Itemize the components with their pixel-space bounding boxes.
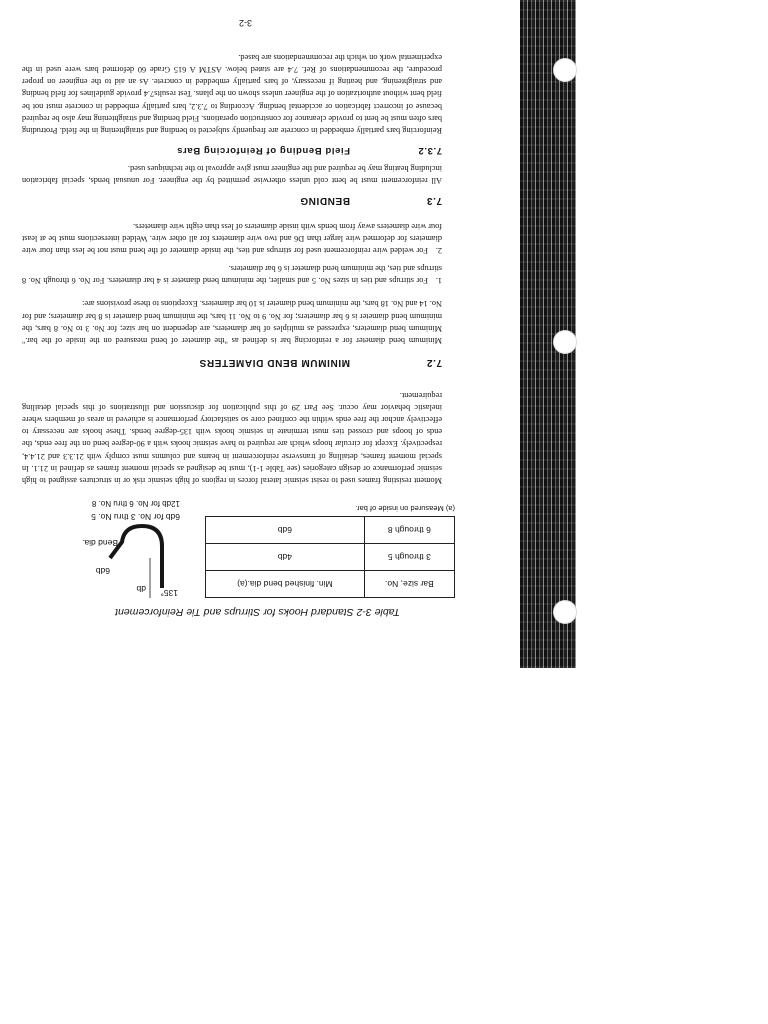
table-caption: Table 3-2 Standard Hooks for Stirrups and Tie Reinforcement [115, 606, 400, 618]
section-number: 7.3.2 [417, 145, 442, 156]
extension-note-1: 6db for No. 3 thru No. 5 [91, 512, 180, 522]
paragraph-bend-diameters: Minimum bend diameter for a reinforcing bar is defined as "the diameter of bend measured on the inside of the bar." Minimum bend diameters, expressed as multiples of bar diameters, are dependent on bar size; for No. 3 to No. 8 bars, the minimum bend diameter is 6 bar diameters; for No. 9 to No. 11 bars, the minimum bend diameter is 8 bar diameters; and for No. 14 and No. 18 bars, the minimum bend diameter is 10 bar diameters. Exceptions to these provisions are: [22, 299, 442, 345]
extension-note-2: 12db for No. 6 thru No. 8 [91, 499, 180, 508]
paragraph-bending: All reinforcement must be bent cold unless otherwise permitted by the engineer. For unusual bends, special fabrication including heating may be required and the engineer must give approval to the techniques used. [22, 163, 442, 185]
section-heading-7-2 [199, 357, 442, 368]
section-title: BENDING [299, 195, 350, 206]
section-number: 7.3 [426, 195, 442, 206]
extension-label: 6db [95, 566, 110, 576]
list-item [22, 262, 442, 286]
table-row [206, 517, 455, 544]
cell-min-dia: 4db [206, 544, 365, 571]
list-item-text: For stirrups and ties in sizes No. 5 and smaller, the minimum bend diameter is 4 bar diameters. For No. 6 through No. 8 stirrups and ties, the minimum bend diameter is 6 bar diameters. [22, 263, 442, 285]
cell-bar-size: 6 through 8 [364, 517, 454, 544]
paragraph-field-bending: Reinforcing bars partially embedded in concrete are frequently subjected to bending and straightening in the field. Protruding bars often must be bent to provide clearance for construction operations. Field bending and straightening may also be required because of incorrect fabrication or accidental bending. According to 7.3.2, bars partially embedded in concrete must not be field bent without authorization of the engineer unless shown on the plans. Test results7.4 provide guidelines for field bending and straightening, and heating if necessary, of bars partially embedded in concrete. As an aid to the engineer on proper procedure, the recommendations of Ref. 7.4 are stated below. ASTM A 615 Grade 60 deformed bars were used in the experimental work on which the recommendations are based. [22, 52, 442, 135]
hook-diagram [70, 508, 180, 598]
paragraph-moment-frames: Moment resisting frames used to resist seismic lateral forces in regions of high seismic risk or in structures assigned to high seismic performance or design categories (see Table 1-1), must be designed as special moment frames as defined in 21.1. In special moment frames, detailing of transverse reinforcement in beams and columns must comply with 21.3.3 and 21.4.4, respectively. Except for circular hoops which are required to have seismic hooks with a 90-degree bend on the free ends, the ends of hoops and crossed ties must terminate in seismic hooks with 135-degree bends. These hooks are necessary to effectively anchor the free ends within the confined core so satisfactory performance is achieved in areas of members where inelastic behavior may occur. See Part 29 of this publication for discussion and illustrations of this special detailing requirement. [22, 390, 442, 485]
page-number: 3-2 [238, 18, 252, 28]
list-item-label: 1. [435, 276, 442, 285]
hook-table [205, 516, 455, 598]
punch-hole [553, 330, 577, 354]
table-footnote: (a) Measured on inside of bar. [355, 504, 455, 513]
list-item-text: For welded wire reinforcement used for stirrups and ties, the inside diameter of the bend must not be less than four wire diameters for deformed wire larger than D6 and two wire diameters for all other wire. Welded intersections must be at least four wire diameters away from bends with inside diameters of less than eight wire diameters. [22, 221, 442, 255]
punch-hole [553, 600, 577, 624]
document-page [0, 0, 520, 668]
header-min-dia: Min. finished bend dia.(a) [206, 571, 365, 598]
section-number: 7.2 [426, 357, 442, 368]
bend-dia-label: Bend dia. [82, 538, 118, 548]
hook-bar-shape [110, 526, 162, 588]
table-row [206, 544, 455, 571]
punch-hole [553, 58, 577, 82]
section-title: Field Bending of Reinforcing Bars [176, 145, 350, 156]
cell-bar-size: 3 through 5 [364, 544, 454, 571]
section-heading-7-3 [300, 195, 442, 206]
header-bar-size: Bar size, No. [364, 571, 454, 598]
list-item [22, 219, 442, 256]
cell-min-dia: 6db [206, 517, 365, 544]
section-title: MINIMUM BEND DIAMETERS [199, 357, 350, 368]
section-heading-7-3-2 [177, 145, 442, 156]
list-item-label: 2. [435, 246, 442, 255]
table-header-row [206, 571, 455, 598]
angle-label: 135° [160, 588, 178, 598]
db-label: db [136, 584, 146, 594]
